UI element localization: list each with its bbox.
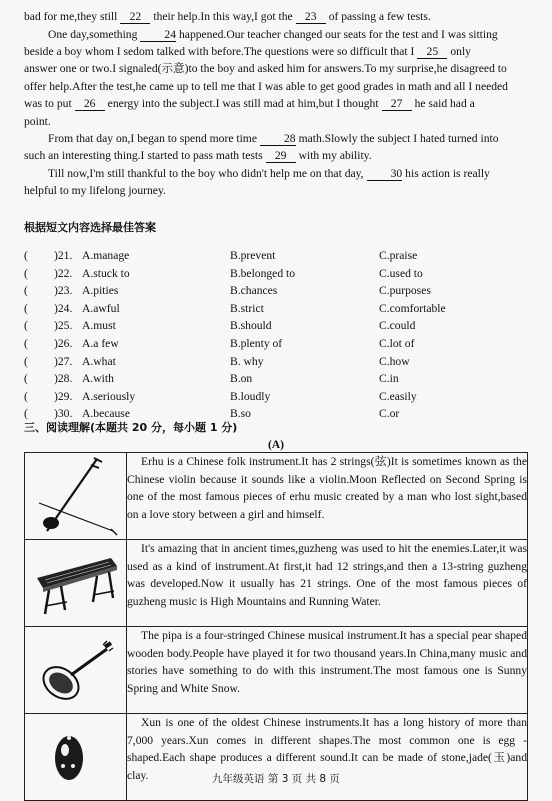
text: was to put [24, 97, 72, 111]
blank-26: 26 [75, 97, 105, 111]
question-number: )26. [54, 336, 73, 350]
option-row [24, 353, 534, 371]
option-c: C.or [379, 407, 400, 421]
instruments-table [24, 452, 528, 801]
text-line: offer help.After the test,he came up to tell me that I was able to get good grades in math and all I needed [24, 79, 508, 93]
answer-paren[interactable]: ( [24, 336, 28, 350]
question-number: )27. [54, 354, 73, 368]
table-row [25, 540, 528, 627]
text: math.Slowly the subject I hated turned into [298, 132, 499, 145]
option-c: C.praise [379, 249, 418, 262]
cloze-paragraph-1 [24, 26, 528, 130]
option-a: A.seriously [82, 389, 136, 403]
option-b: B.plenty of [230, 336, 283, 350]
option-c: C.easily [379, 389, 417, 403]
text: of passing a few tests. [328, 10, 431, 23]
instrument-text [127, 627, 528, 714]
guzheng-paragraph: It's amazing that in ancient times,guzheng was used to hit the enemies.Later,it was used as a kind of instrument.At first,it had 12 strings,and then a 13-string guzheng was developed.Now it usually has 21 strings. One of the most famous pieces of guzheng music is High Mountains and Running Water. [127, 542, 527, 608]
blank-24: 24 [140, 28, 176, 42]
text: his action is really [405, 167, 490, 180]
question-number: )29. [54, 389, 73, 403]
blank-28: 28 [260, 132, 296, 146]
answer-paren[interactable]: ( [24, 319, 28, 333]
erhu-icon [25, 453, 127, 540]
option-b: B.chances [230, 284, 278, 298]
answer-paren[interactable]: ( [24, 284, 28, 298]
text: beside a boy whom I sedom talked with before.The questions were so difficult that I [24, 44, 415, 58]
option-c: C.how [379, 354, 410, 368]
blank-22: 22 [120, 10, 150, 24]
table-row [25, 627, 528, 714]
text-line: point. [24, 114, 51, 128]
option-row [24, 370, 534, 388]
option-a: A.because [82, 407, 130, 421]
option-c: C.comfortable [379, 301, 446, 315]
option-row [24, 388, 534, 406]
text: From that day on,I began to spend more time [48, 132, 257, 145]
option-b: B.prevent [230, 249, 276, 262]
option-c: C.purposes [379, 284, 431, 298]
answer-paren[interactable]: ( [24, 249, 28, 262]
option-row [24, 317, 534, 335]
option-a: A.pities [82, 284, 119, 298]
text: their help.In this way,I got the [153, 10, 293, 23]
option-row [24, 247, 534, 265]
instrument-text [127, 540, 528, 627]
option-b: B.belonged to [230, 266, 296, 280]
blank-23: 23 [296, 10, 326, 24]
text: only [450, 44, 471, 58]
question-number: )25. [54, 319, 73, 333]
text: One day,something [48, 27, 138, 41]
text: such an interesting thing.I started to pass math tests [24, 149, 263, 163]
erhu-paragraph: Erhu is a Chinese folk instrument.It has 2 strings(弦)It is sometimes known as the Chinese violin because it sounds like a violin.Moon Reflected on Second Spring is one of the most famous pieces of erhu music created by a man who lost sight,based on a love story between a girl and himself. [127, 455, 527, 521]
pipa-icon [25, 627, 127, 714]
text: with my ability. [298, 149, 372, 163]
xun-paragraph: Xun is one of the oldest Chinese instruments.It has a long history of more than 7,000 years.Xun comes in different shapes.The most common one is egg - shaped.Each shape produces a different sound.It can be made of stone,jade(玉)and clay. [127, 716, 527, 782]
text-line: helpful to my lifelong journey. [24, 184, 166, 198]
option-b: B. why [230, 354, 264, 368]
text: Till now,I'm still thankful to the boy who didn't help me on that day, [48, 167, 364, 180]
text: happened.Our teacher changed our seats for the test and I was sitting [179, 27, 498, 41]
section-heading: 根据短文内容选择最佳答案 [24, 221, 156, 234]
pipa-paragraph: The pipa is a four-stringed Chinese musical instrument.It has a special pear shaped wooden body.People have played it for two thousand years.In China,many music and stories have something to do with this instrument.The most famous one is Sunny Spring and White Snow. [127, 629, 527, 695]
option-a: A.manage [82, 249, 130, 262]
blank-30: 30 [367, 167, 403, 181]
option-row [24, 265, 534, 283]
text: he said had a [414, 97, 475, 111]
option-b: B.on [230, 372, 253, 386]
option-c: C.lot of [379, 336, 415, 350]
question-number: )24. [54, 301, 73, 315]
cloze-paragraph-3 [24, 165, 528, 200]
guzheng-icon [25, 540, 127, 627]
option-b: B.strict [230, 301, 264, 315]
answer-paren[interactable]: ( [24, 354, 28, 368]
blank-25: 25 [417, 45, 447, 59]
text-line: answer one or two.I signaled(示意)to the boy and asked him for answers.To my surprise,he disagreed to [24, 62, 507, 76]
question-number: )28. [54, 372, 73, 386]
option-a: A.what [82, 354, 116, 368]
question-number: )23. [54, 284, 73, 298]
reading-subheading: (A) [267, 438, 285, 451]
answer-paren[interactable]: ( [24, 389, 28, 403]
option-a: A.with [82, 372, 114, 386]
option-b: B.should [230, 319, 272, 333]
blank-29: 29 [266, 149, 296, 163]
answer-paren[interactable]: ( [24, 407, 28, 421]
blank-27: 27 [382, 97, 412, 111]
cloze-paragraph-0 [24, 8, 528, 25]
question-number: )30. [54, 407, 73, 421]
option-c: C.used to [379, 266, 423, 280]
option-b: B.so [230, 407, 251, 421]
instrument-text [127, 453, 528, 540]
option-a: A.must [82, 319, 116, 333]
option-c: C.in [379, 372, 399, 386]
question-number: )22. [54, 266, 73, 280]
reading-heading: 三、阅读理解(本题共 20 分，每小题 1 分) [24, 421, 238, 434]
option-a: A.a few [82, 336, 119, 350]
answer-paren[interactable]: ( [24, 266, 28, 280]
page-footer: 九年级英语 第 3 页 共 8 页 [212, 773, 340, 785]
answer-paren[interactable]: ( [24, 372, 28, 386]
text: bad for me,they still [24, 10, 118, 23]
question-number: )21. [54, 249, 73, 262]
option-a: A.awful [82, 301, 120, 315]
cloze-paragraph-2 [24, 130, 528, 165]
options-list [24, 247, 534, 423]
table-row [25, 453, 528, 540]
answer-paren[interactable]: ( [24, 301, 28, 315]
option-row [24, 335, 534, 353]
option-a: A.stuck to [82, 266, 130, 280]
option-row [24, 300, 534, 318]
text: energy into the subject.I was still mad at him,but I thought [107, 97, 379, 111]
option-row [24, 282, 534, 300]
option-b: B.loudly [230, 389, 271, 403]
option-c: C.could [379, 319, 416, 333]
